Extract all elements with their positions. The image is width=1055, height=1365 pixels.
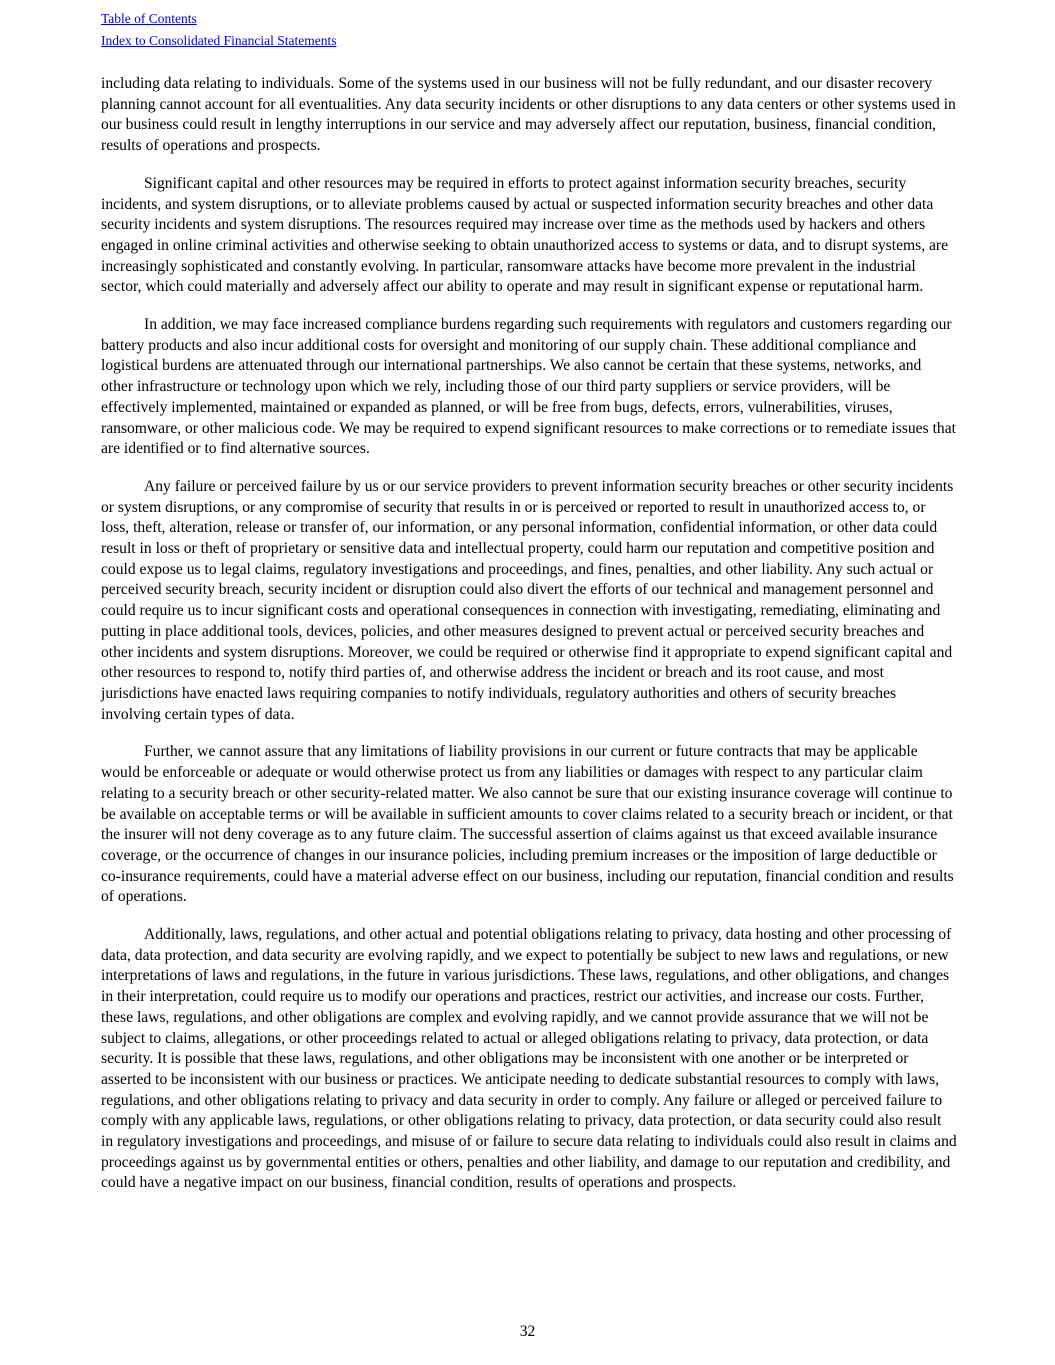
paragraph-security-failure: Any failure or perceived failure by us or our service providers to prevent information security breaches or other security incidents or system disruptions, or any compromise of security that results in or is perceived or reported to result in unauthorized access to, or loss, theft, alteration, release or transfer of, our information, or any personal information, confidential information, or other data could result in loss or theft of proprietary or sensitive data and intellectual property, could harm our reputation and competitive position and could expose us to legal claims, regulatory investigations and proceedings, and fines, penalties, and other liability. Any such actual or perceived security breach, security incident or disruption could also divert the efforts of our technical and management personnel and could require us to incur significant costs and operational consequences in connection with investigating, remediating, eliminating and putting in place additional tools, devices, policies, and other measures designed to prevent actual or perceived security breaches and other incidents and system disruptions. Moreover, we could be required or otherwise find it appropriate to expend significant capital and other resources to respond to, notify third parties of, and otherwise address the incident or breach and its root cause, and most jurisdictions have enacted laws requiring companies to notify individuals, regulatory authorities and others of security breaches involving certain types of data. <box>101 477 954 723</box>
paragraph-compliance-burdens: In addition, we may face increased compliance burdens regarding such requirements with regulators and customers regarding our battery products and also incur additional costs for oversight and monitoring of our supply chain. These additional compliance and logistical burdens are attenuated through our international partnerships. We also cannot be certain that these systems, networks, and other infrastructure or technology upon which we rely, including those of our third party suppliers or service providers, will be effectively implemented, maintained or expanded as planned, or will be free from bugs, defects, errors, vulnerabilities, viruses, ransomware, or other malicious code. We may be required to expend significant resources to make corrections or to remediate issues that are identified or to find alternative sources. <box>101 316 956 458</box>
body-text <box>101 74 957 1211</box>
header-nav <box>101 8 336 52</box>
paragraph-security-resources: Significant capital and other resources may be required in efforts to protect against information security breaches, security incidents, and system disruptions, or to alleviate problems caused by actual or suspected information security breaches and other data security incidents and system disruptions. The resources required may increase over time as the methods used by hackers and others engaged in online criminal activities and otherwise seeking to obtain unauthorized access to systems or data, and to disrupt systems, are increasingly sophisticated and constantly evolving. In particular, ransomware attacks have become more prevalent in the industrial sector, which could materially and adversely affect our ability to operate and may result in significant expense or reputational harm. <box>101 174 949 296</box>
paragraph-privacy-laws: Additionally, laws, regulations, and other actual and potential obligations relating to privacy, data hosting and other processing of data, data protection, and data security are evolving rapidly, and we expect to potentially be subject to new laws and regulations, or new interpretations of laws and regulations, in the future in various jurisdictions. These laws, regulations, and other obligations, and changes in their interpretation, could require us to modify our operations and practices, restrict our activities, and increase our costs. Further, these laws, regulations, and other obligations are complex and evolving rapidly, and we cannot provide assurance that we will not be subject to claims, allegations, or other proceedings related to actual or alleged obligations relating to privacy, data protection, or data security. It is possible that these laws, regulations, and other obligations may be inconsistent with one another or be interpreted or asserted to be inconsistent with our business or practices. We anticipate needing to dedicate substantial resources to comply with laws, regulations, and other obligations relating to privacy and data security in order to comply. Any failure or alleged or perceived failure to comply with any applicable laws, regulations, or other obligations relating to privacy, data protection, or data security could also result in regulatory investigations and proceedings, and misuse of or failure to secure data relating to individuals could also result in claims and proceedings against us by governmental entities or others, penalties and other liability, and damage to our reputation and credibility, and could have a negative impact on our business, financial condition, results of operations and prospects. <box>101 926 957 1192</box>
paragraph-liability-insurance: Further, we cannot assure that any limitations of liability provisions in our current or future contracts that may be applicable would be enforceable or adequate or would otherwise protect us from any liabilities or damages with respect to any particular claim relating to a security breach or other security-related matter. We also cannot be sure that our existing insurance coverage will continue to be available on acceptable terms or will be available in sufficient amounts to cover claims related to a security breach or incident, or that the insurer will not deny coverage as to any future claim. The successful assertion of claims against us that exceed available insurance coverage, or the occurrence of changes in our insurance policies, including premium increases or the imposition of large deductible or co-insurance requirements, could have a material adverse effect on our business, including our reputation, financial condition and results of operations. <box>101 743 954 906</box>
paragraph-continued: including data relating to individuals. Some of the systems used in our business will not be fully redundant, and our disaster recovery planning cannot account for all eventualities. Any data security incidents or other disruptions to any data centers or other systems used in our business could result in lengthy interruptions in our service and may adversely affect our reputation, business, financial condition, results of operations and prospects. <box>101 75 956 155</box>
table-of-contents-link[interactable]: Table of Contents <box>101 11 197 26</box>
page-number: 32 <box>519 1323 536 1340</box>
index-financial-statements-link[interactable]: Index to Consolidated Financial Statements <box>101 33 337 48</box>
